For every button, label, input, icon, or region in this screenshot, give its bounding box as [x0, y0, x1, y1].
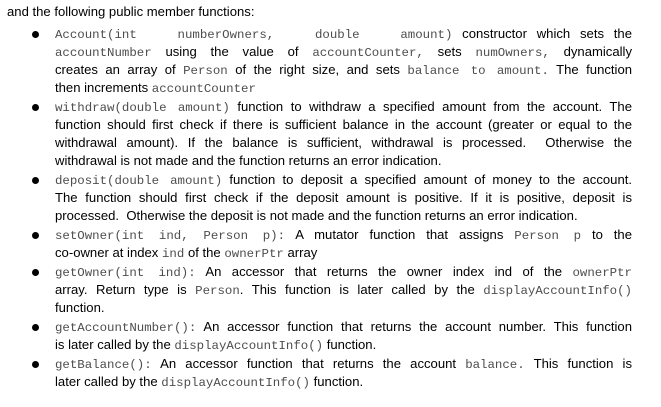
list-item-line: [55, 263, 632, 282]
code-term: ownerPtr: [224, 247, 284, 261]
code-term: Person p: [514, 229, 582, 243]
bullet-icon: [32, 31, 39, 38]
text-run: The function: [548, 62, 633, 77]
text-run: An accessor that returns the owner index ind of the: [195, 264, 573, 279]
text-run: function should first check if there is sufficient balance in the account (greater or equal to the: [55, 117, 632, 132]
text-run: withdrawal amount). If the balance is sufficient, withdrawal is processed. Otherwise the: [55, 135, 632, 150]
text-run: of the: [184, 245, 225, 260]
code-term: withdraw(double amount): [55, 101, 230, 115]
list-item-line: [55, 336, 632, 355]
code-term: numOwners,: [475, 46, 550, 60]
code-term: setOwner(int ind, Person p):: [55, 229, 286, 243]
text-run: . This function is later called by the: [239, 282, 484, 297]
list-item-line: [55, 25, 632, 44]
text-run: array. Return type is: [55, 282, 196, 297]
text-run: A mutator function that assigns: [285, 227, 515, 242]
text-run: processed. Otherwise the deposit is not made and the function returns an error indication.: [55, 208, 578, 223]
text-run: function.: [309, 374, 364, 389]
text-run: An accessor function that returns the account: [151, 356, 466, 371]
text-run: of the right size, and sets: [227, 62, 408, 77]
text-run: later called by the: [55, 374, 162, 389]
list-item-line: [55, 79, 632, 98]
text-run: function to deposit a specified amount of money to the account.: [222, 172, 632, 187]
list-item-line: [55, 189, 632, 207]
code-term: Person: [183, 64, 228, 78]
bullet-icon: [32, 232, 39, 239]
code-term: ind: [162, 247, 185, 261]
list-item-line: [55, 226, 632, 245]
list-item-line: [55, 171, 632, 190]
code-term: Account(int numberOwners, double amount): [55, 28, 453, 42]
list-item-line: [55, 355, 632, 374]
text-run: This function is: [524, 356, 632, 371]
code-term: getBalance():: [55, 358, 152, 372]
text-run: using the value of: [151, 44, 313, 59]
list-item-line: [55, 244, 632, 263]
list-item-line: [55, 116, 632, 134]
code-term: displayAccountInfo(): [161, 376, 310, 390]
text-run: is later called by the: [55, 337, 175, 352]
list-item-line: [55, 61, 632, 80]
text-run: function.: [323, 337, 377, 352]
text-run: co-owner at index: [55, 245, 162, 260]
bullet-icon: [32, 177, 39, 184]
text-run: array: [283, 245, 318, 260]
text-run: then increments: [55, 80, 152, 95]
bullet-icon: [32, 361, 39, 368]
list-item-line: [55, 98, 632, 117]
code-term: getOwner(int ind):: [55, 266, 196, 280]
text-run: function.: [55, 300, 105, 315]
list-item-line: [55, 43, 632, 62]
code-term: accountNumber: [55, 46, 152, 60]
list-item-line: [55, 318, 632, 337]
text-run: function to withdraw a specified amount from the account. The: [229, 99, 632, 114]
code-term: Person: [195, 284, 240, 298]
text-run: to the: [581, 227, 632, 242]
text-run: dynamically: [549, 44, 632, 59]
code-term: displayAccountInfo(): [483, 284, 632, 298]
bullet-icon: [32, 104, 39, 111]
code-term: accountCounter: [151, 82, 256, 96]
intro-text: and the following public member functions:: [7, 4, 255, 19]
list-item-line: [55, 207, 632, 225]
bullet-icon: [32, 269, 39, 276]
text-run: creates an array of: [55, 62, 184, 77]
code-term: deposit(double amount): [55, 174, 223, 188]
code-term: ownerPtr: [572, 266, 632, 280]
text-run: constructor which sets the: [452, 26, 632, 41]
code-term: balance.: [465, 358, 525, 372]
list-item-line: [55, 373, 632, 392]
text-run: The function should first check if the deposit amount is positive. If it is positive, deposit is: [55, 190, 632, 205]
code-term: accountCounter,: [312, 46, 424, 60]
list-item-line: [55, 134, 632, 152]
list-item-line: [55, 281, 632, 300]
text-run: An accessor function that returns the account number. This function: [196, 319, 632, 334]
list-item-line: [55, 152, 632, 170]
text-run: sets: [423, 44, 476, 59]
text-run: withdrawal is not made and the function returns an error indication.: [55, 153, 442, 168]
list-item-line: [55, 299, 632, 317]
code-term: displayAccountInfo(): [174, 339, 324, 353]
code-term: getAccountNumber():: [55, 321, 197, 335]
bullet-icon: [32, 324, 39, 331]
code-term: balance to amount.: [407, 64, 549, 78]
